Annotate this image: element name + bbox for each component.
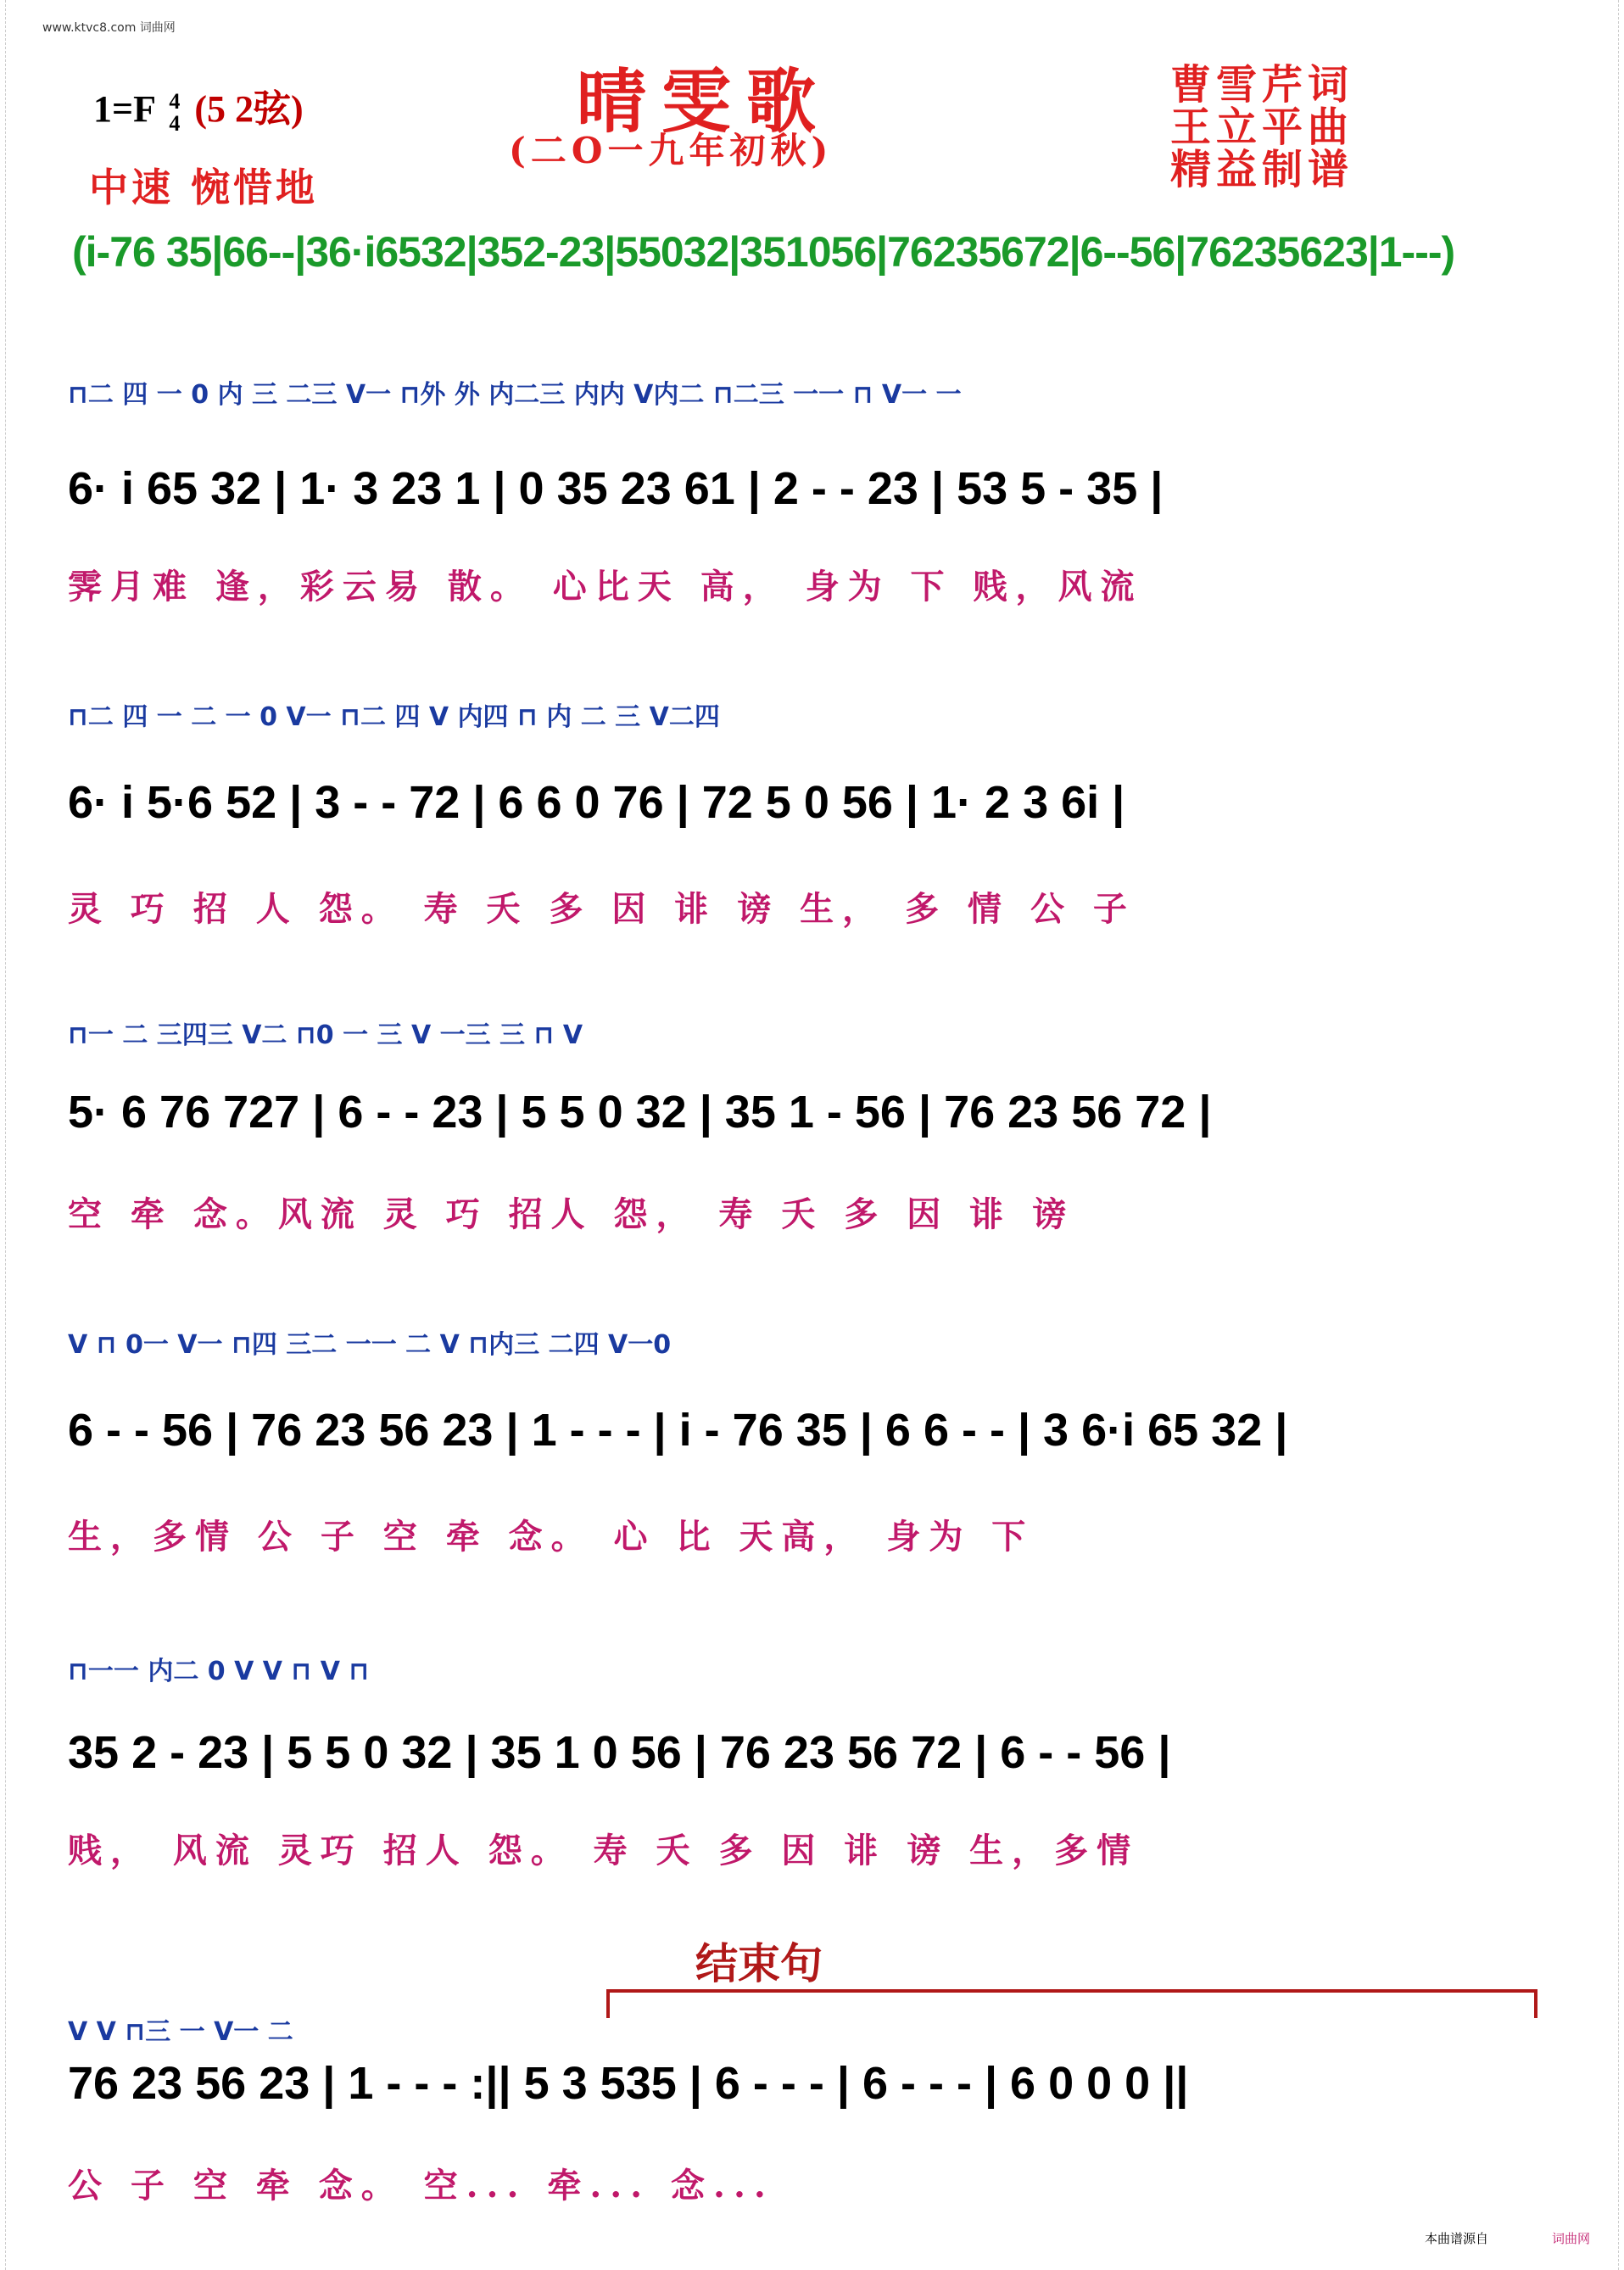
- composer-credit: 王立平曲: [1170, 103, 1354, 151]
- lyrics-line-5: 贱， 风流 灵巧 招人 怨。 寿 夭 多 因 诽 谤 生，多情: [68, 1831, 1140, 1870]
- bowing-marks-line-5: ⊓一一 内二 0 V V ⊓ V ⊓: [68, 1657, 370, 1686]
- song-subtitle: (二O一九年初秋): [509, 130, 834, 171]
- key-label: 1=F: [93, 88, 155, 130]
- notation-line-2: 6· i 5·6 52 | 3 - - 72 | 6 6 0 76 | 72 5 0 56 | 1· 2 3 6i |: [68, 777, 1125, 828]
- notation-line-3: 5· 6 76 727 | 6 - - 23 | 5 5 0 32 | 35 1 - 56 | 76 23 56 72 |: [68, 1087, 1212, 1138]
- tempo-marking: 中速 惋惜地: [89, 165, 319, 210]
- intro-line: (i-76 35|66--|36·i6532|352-23|55032|351056|76235672|6--56|76235623|1---): [72, 228, 1455, 276]
- site-watermark: www.ktvc8.com 词曲网: [42, 21, 176, 35]
- credits: [1170, 61, 1354, 193]
- bowing-marks-line-1: ⊓二 四 一 0 内 三 二三 V一 ⊓外 外 内二三 内内 V内二 ⊓二三 一一 ⊓ V一 一: [68, 380, 962, 410]
- song-title: 晴雯歌: [577, 61, 832, 143]
- ending-label: 结束句: [695, 1938, 823, 1988]
- lyrics-line-3: 空 牵 念。风流 灵 巧 招人 怨， 寿 夭 多 因 诽 谤: [68, 1194, 1075, 1234]
- arranger-credit: 精益制谱: [1170, 146, 1354, 193]
- bowing-marks-line-6: V V ⊓三 一 V一 二: [68, 2017, 293, 2047]
- notation-line-1: 6· i 65 32 | 1· 3 23 1 | 0 35 23 61 | 2 - - 23 | 53 5 - 35 |: [68, 463, 1164, 514]
- time-numerator: 4: [169, 88, 181, 114]
- lyrics-line-2: 灵 巧 招 人 怨。 寿 夭 多 因 诽 谤 生， 多 情 公 子: [68, 889, 1136, 929]
- notation-line-5: 35 2 - 23 | 5 5 0 32 | 35 1 0 56 | 76 23 56 72 | 6 - - 56 |: [68, 1727, 1171, 1778]
- footer-source: 本曲谱源自: [1425, 2231, 1489, 2246]
- bowing-marks-line-4: V ⊓ 0一 V一 ⊓四 三二 一一 二 V ⊓内三 二四 V一0: [68, 1330, 672, 1360]
- key-signature: [93, 78, 304, 135]
- time-signature: [169, 88, 181, 136]
- bowing-marks-line-2: ⊓二 四 一 二 一 0 V一 ⊓二 四 V 内四 ⊓ 内 二 三 V二四: [68, 702, 720, 732]
- left-margin-strip: [0, 0, 6, 2270]
- lyricist-credit: 曹雪芹词: [1170, 61, 1354, 109]
- time-denominator: 4: [169, 110, 181, 136]
- notation-line-6: 76 23 56 23 | 1 - - - :|| 5 3 535 | 6 - - - | 6 - - - | 6 0 0 0 ||: [68, 2058, 1189, 2109]
- right-margin-strip: [1618, 0, 1624, 2270]
- bowing-marks-line-3: ⊓一 二 三四三 V二 ⊓0 一 三 V 一三 三 ⊓ V: [68, 1020, 583, 1050]
- notation-line-4: 6 - - 56 | 76 23 56 23 | 1 - - - | i - 76 35 | 6 6 - - | 3 6·i 65 32 |: [68, 1405, 1288, 1456]
- string-tuning: (5 2弦): [194, 88, 304, 130]
- footer-site: 词曲网: [1552, 2231, 1591, 2246]
- lyrics-line-1: 霁月难 逢，彩云易 散。 心比天 高， 身为 下 贱，风流: [68, 567, 1143, 607]
- lyrics-line-4: 生，多情 公 子 空 牵 念。 心 比 天高， 身为 下: [68, 1517, 1035, 1557]
- lyrics-line-6: 公 子 空 牵 念。 空... 牵... 念...: [68, 2166, 774, 2206]
